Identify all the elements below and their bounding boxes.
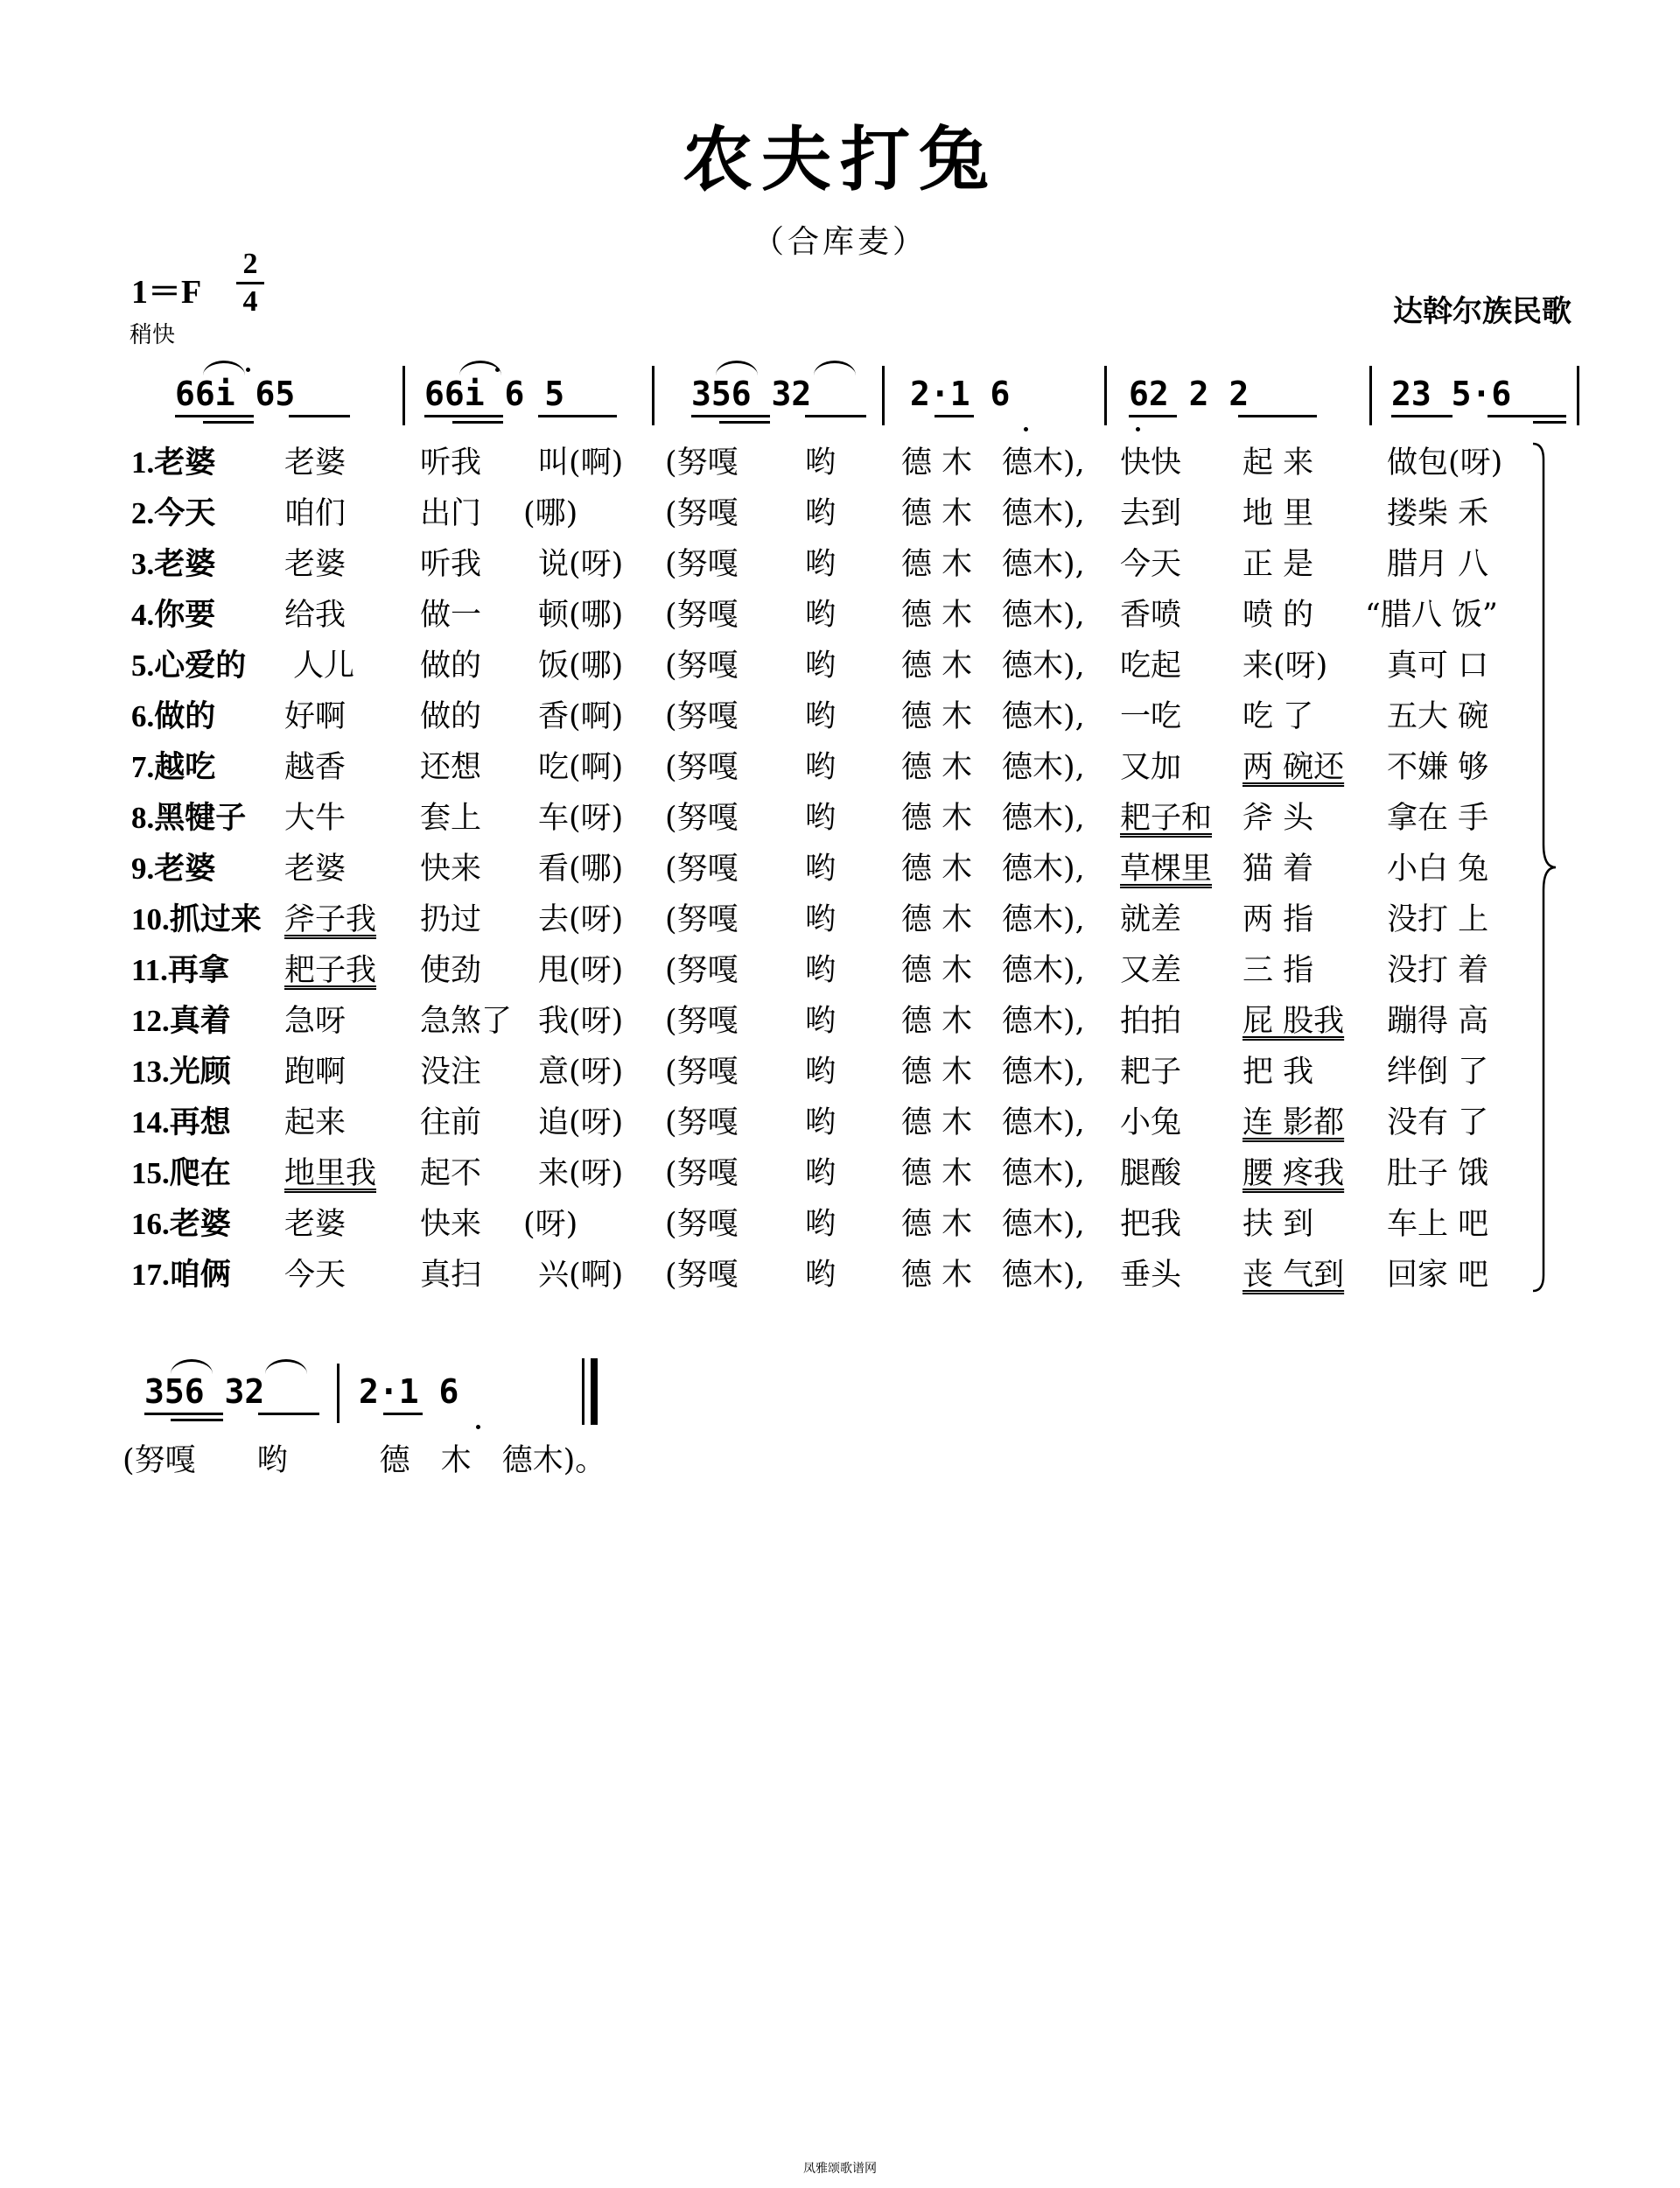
lyric-phrase: 腿酸	[1120, 1156, 1182, 1191]
lyric-phrase: 起不	[420, 1156, 482, 1191]
lyric-phrase: 德 木	[901, 852, 973, 887]
verse-brace	[1531, 442, 1558, 1293]
meter-bottom: 4	[242, 285, 258, 318]
beam-underline	[452, 421, 503, 424]
lyric-phrase: 德 木	[901, 496, 973, 531]
lyric-phrase: 就差	[1120, 902, 1182, 937]
lyric-phrase: 德木),	[1002, 953, 1085, 988]
lyric-phrase: 3.老婆	[131, 547, 216, 581]
lyric-phrase: 跑啊	[284, 1055, 346, 1090]
lyric-phrase: 做包(呀)	[1387, 445, 1503, 480]
lyric-phrase: 德 木	[901, 1207, 973, 1242]
lyric-phrase: 德 木	[901, 1258, 973, 1293]
barline	[402, 366, 405, 425]
lyric-phrase: 6.做的	[131, 699, 216, 733]
lyric-phrase: 咱们	[284, 496, 346, 531]
lyric-phrase: 吃起	[1120, 649, 1182, 684]
lyric-phrase: (努嘎	[665, 1258, 738, 1293]
barline	[337, 1364, 340, 1423]
lyric-phrase: (努嘎	[665, 1055, 738, 1090]
lyric-phrase: 两 碗还	[1242, 750, 1345, 785]
tie-mark	[716, 361, 758, 375]
lyric-phrase: 哟	[805, 852, 836, 887]
lyric-phrase: 香喷	[1120, 598, 1182, 633]
verse-row	[131, 945, 1566, 996]
barline	[1104, 366, 1107, 425]
lyric-phrase: 顿(哪)	[538, 598, 624, 633]
lyric-phrase: 做的	[420, 649, 482, 684]
lyric-phrase: 德木),	[1002, 801, 1085, 836]
time-signature	[234, 247, 266, 319]
high-octave-dot	[495, 368, 500, 372]
tie-mark	[265, 1359, 307, 1374]
lyric-phrase: (努嘎	[665, 750, 738, 785]
lyric-phrase: 德 木	[901, 699, 973, 734]
lyric-phrase: 德木),	[1002, 1156, 1085, 1191]
lyric-phrase: 真扫	[420, 1258, 482, 1293]
lyric-phrase: 德 木	[901, 445, 973, 480]
lyric-phrase: 老婆	[284, 1207, 346, 1242]
lyric-phrase: 德 木	[901, 902, 973, 937]
lyric-phrase: 10.抓过来	[131, 902, 262, 936]
barline	[1369, 366, 1372, 425]
lyric-phrase: 香(啊)	[538, 699, 624, 734]
lyric-phrase: 哟	[805, 1105, 836, 1140]
low-octave-dot	[1024, 427, 1028, 431]
song-origin: 达斡尔族民歌	[1393, 294, 1572, 329]
verse-row	[131, 1199, 1566, 1250]
lyric-phrase: 德 木	[901, 649, 973, 684]
lyric-phrase: 快来	[420, 1207, 482, 1242]
lyric-phrase: 哟	[805, 649, 836, 684]
lyric-phrase: 2.今天	[131, 496, 216, 530]
lyric-phrase: 饭(哪)	[538, 649, 624, 684]
lyric-phrase: 给我	[284, 598, 346, 633]
barline	[582, 1358, 584, 1425]
lyric-phrase: 不嫌 够	[1387, 750, 1489, 785]
lyric-phrase: 哟	[805, 547, 836, 582]
lyric-phrase: 德木),	[1002, 1004, 1085, 1039]
lyric-phrase: 好啊	[284, 699, 346, 734]
lyric-phrase: 小兔	[1120, 1105, 1182, 1140]
lyric-phrase: (努嘎	[665, 445, 738, 480]
measure-7: 356 32	[144, 1372, 265, 1411]
measure-8: 2·1 6	[359, 1372, 459, 1411]
lyric-phrase: 耙子和	[1120, 801, 1213, 836]
lyric-phrase: 蹦得 高	[1387, 1004, 1489, 1039]
lyric-phrase: (努嘎	[665, 801, 738, 836]
lyric-phrase: 没有 了	[1387, 1105, 1489, 1140]
beam-underline	[1129, 415, 1177, 417]
lyric-phrase: 没打 着	[1387, 953, 1489, 988]
lyric-phrase: 车上 吧	[1387, 1207, 1489, 1242]
barline	[1577, 366, 1579, 425]
lyric-phrase: 还想	[420, 750, 482, 785]
lyric-phrase: 又加	[1120, 750, 1182, 785]
lyric-phrase: 德木),	[1002, 1055, 1085, 1090]
lyric-phrase: 哟	[805, 1207, 836, 1242]
lyric-phrase: 看(哪)	[538, 852, 624, 887]
lyric-phrase: 把我	[1120, 1207, 1182, 1242]
song-title: 农夫打兔	[682, 119, 998, 200]
lyric-phrase: 追(呀)	[538, 1105, 624, 1140]
lyric-phrase: 起来	[284, 1105, 346, 1140]
lyric-phrase: 德木),	[1002, 699, 1085, 734]
beam-underline	[383, 1413, 423, 1415]
lyric-phrase: 11.再拿	[131, 953, 229, 987]
lyric-phrase: 套上	[420, 801, 482, 836]
lyric-phrase: 猫 着	[1242, 852, 1314, 887]
beam-underline	[934, 415, 974, 417]
lyric-phrase: (努嘎	[665, 1156, 738, 1191]
lyric-phrase: 屁 股我	[1242, 1004, 1345, 1039]
lyric-phrase: 去到	[1120, 496, 1182, 531]
lyric-phrase: 耙子我	[284, 953, 377, 988]
lyric-phrase: 出门	[420, 496, 482, 531]
lyric-phrase: 做的	[420, 699, 482, 734]
lyric-phrase: 五大 碗	[1387, 699, 1489, 734]
beam-underline	[691, 415, 770, 417]
lyric-phrase: 叫(啊)	[538, 445, 624, 480]
lyric-phrase: 去(呀)	[538, 902, 624, 937]
verse-row	[131, 488, 1566, 539]
lyric-phrase: 老婆	[284, 547, 346, 582]
lyric-phrase: (努嘎	[665, 1105, 738, 1140]
lyric-phrase: 哟	[805, 598, 836, 633]
tie-mark	[171, 1359, 213, 1374]
lyric-phrase: 急呀	[284, 1004, 346, 1039]
barline	[652, 366, 654, 425]
low-octave-dot	[476, 1425, 480, 1429]
lyric-phrase: 搂柴 禾	[1387, 496, 1489, 531]
beam-underline	[1533, 421, 1566, 424]
lyric-phrase: 哟	[805, 801, 836, 836]
verse-row	[131, 844, 1566, 894]
lyric-phrase: 哟	[805, 1156, 836, 1191]
lyric-phrase: 德 木	[901, 1004, 973, 1039]
lyric-phrase: 哟	[805, 953, 836, 988]
lyric-phrase: 德木),	[1002, 1207, 1085, 1242]
lyric-phrase: 我(呀)	[538, 1004, 624, 1039]
lyric-phrase: 德 木	[901, 953, 973, 988]
key-signature: 1＝F	[131, 274, 202, 311]
lyric-phrase: 正 是	[1242, 547, 1314, 582]
beam-underline	[171, 1419, 223, 1421]
lyric-phrase: 哟	[805, 496, 836, 531]
verse-row	[131, 894, 1566, 945]
lyric-phrase: 往前	[420, 1105, 482, 1140]
lyric-phrase: 吃(啊)	[538, 750, 624, 785]
lyric-phrase: 来(呀)	[538, 1156, 624, 1191]
lyric-phrase: 甩(呀)	[538, 953, 624, 988]
verse-row	[131, 1250, 1566, 1301]
lyric-phrase: 草棵里	[1120, 852, 1213, 887]
lyric-phrase: 老婆	[284, 852, 346, 887]
beam-underline	[258, 1413, 319, 1415]
lyric-phrase: (努嘎	[665, 1207, 738, 1242]
lyric-phrase: 德木),	[1002, 649, 1085, 684]
lyric-phrase: (努嘎	[665, 699, 738, 734]
lyric-phrase: 扶 到	[1242, 1207, 1314, 1242]
lyric-phrase: 德 木	[901, 1105, 973, 1140]
lyric-phrase: 德 木	[901, 801, 973, 836]
lyric-phrase: 来(呀)	[1242, 649, 1328, 684]
measure-3: 356 32	[691, 375, 812, 413]
lyric-phrase: 快来	[420, 852, 482, 887]
meter-top: 2	[242, 248, 258, 280]
barline	[882, 366, 885, 425]
lyric-phrase: 哟	[805, 445, 836, 480]
measure-5: 62 2 2	[1129, 375, 1250, 413]
lyric-phrase: 绊倒 了	[1387, 1055, 1489, 1090]
lyric-phrase: 1.老婆	[131, 445, 216, 480]
lyric-phrase: 今天	[1120, 547, 1182, 582]
lyric-phrase: (努嘎	[665, 902, 738, 937]
lyric-phrase: 德木),	[1002, 1105, 1085, 1140]
lyric-phrase: 说(呀)	[538, 547, 624, 582]
lyric-phrase: 哟	[805, 699, 836, 734]
lyric-phrase: 德木),	[1002, 852, 1085, 887]
lyric-phrase: 5.心爱的	[131, 649, 247, 683]
lyric-phrase: 17.咱俩	[131, 1258, 231, 1292]
lyric-phrase: 德 木	[901, 750, 973, 785]
beam-underline	[144, 1413, 223, 1415]
lyric-phrase: (努嘎	[665, 953, 738, 988]
lyric-phrase: (努嘎	[665, 852, 738, 887]
lyric-phrase: 大牛	[284, 801, 346, 836]
lyric-phrase: 哟	[805, 1004, 836, 1039]
lyric-phrase: 德木),	[1002, 445, 1085, 480]
measure-2: 66i 6 5	[424, 375, 565, 413]
lyric-phrase: 吃 了	[1242, 699, 1314, 734]
lyric-phrase: 16.老婆	[131, 1207, 231, 1241]
lyric-phrase: 哟	[805, 750, 836, 785]
beam-underline	[424, 415, 503, 417]
verse-row	[131, 793, 1566, 844]
lyric-phrase: 没打 上	[1387, 902, 1489, 937]
lyric-phrase: 听我	[420, 445, 482, 480]
lyric-phrase: 12.真着	[131, 1004, 231, 1038]
verse-row	[131, 641, 1566, 691]
verse-row	[131, 438, 1566, 488]
lyric-phrase: 连 影都	[1242, 1105, 1345, 1140]
lyric-phrase: 7.越吃	[131, 750, 216, 784]
lyric-phrase: 腊月 八	[1387, 547, 1489, 582]
lyric-phrase: (努嘎	[665, 496, 738, 531]
lyric-phrase: (努嘎	[665, 547, 738, 582]
lyric-phrase: 腰 疼我	[1242, 1156, 1345, 1191]
lyric-phrase: 没注	[420, 1055, 482, 1090]
lyric-phrase: 兴(啊)	[538, 1258, 624, 1293]
lyric-phrase: 地 里	[1242, 496, 1314, 531]
lyric-phrase: 14.再想	[131, 1105, 231, 1140]
lyric-phrase: 15.爬在	[131, 1156, 231, 1190]
lyric-phrase: 又差	[1120, 953, 1182, 988]
lyric-phrase: 8.黑犍子	[131, 801, 247, 835]
beam-underline	[289, 415, 350, 417]
final-barline	[591, 1358, 598, 1425]
lyric-phrase: 使劲	[420, 953, 482, 988]
beam-underline	[175, 415, 254, 417]
lyric-phrase: (呀)	[523, 1207, 578, 1242]
lyric-phrase: 德木),	[1002, 496, 1085, 531]
lyric-phrase: 德 木	[901, 1156, 973, 1191]
lyric-phrase: 拿在 手	[1387, 801, 1489, 836]
lyric-phrase: 德 木	[901, 547, 973, 582]
lyric-phrase: 扔过	[420, 902, 482, 937]
beam-underline	[1238, 415, 1317, 417]
lyric-phrase: 喷 的	[1242, 598, 1314, 633]
beam-underline	[1391, 415, 1452, 417]
lyric-phrase: 德木),	[1002, 902, 1085, 937]
lyric-phrase: 德木),	[1002, 1258, 1085, 1293]
verse-row	[131, 1148, 1566, 1199]
lyric-phrase: 哟	[805, 902, 836, 937]
lyric-phrase: 德木),	[1002, 598, 1085, 633]
verse-row	[131, 742, 1566, 793]
beam-underline	[805, 415, 866, 417]
beam-underline	[203, 421, 254, 424]
lyric-phrase: 车(呀)	[538, 801, 624, 836]
lyric-phrase: (努嘎	[665, 1004, 738, 1039]
lyric-phrase: 小白 兔	[1387, 852, 1489, 887]
lyric-phrase: “腊八 饭”	[1365, 598, 1498, 633]
lyric-phrase: 垂头	[1120, 1258, 1182, 1293]
lyric-phrase: 听我	[420, 547, 482, 582]
lyric-phrase: 地里我	[284, 1156, 377, 1191]
lyric-phrase: 真可 口	[1387, 649, 1489, 684]
lyric-phrase: 起 来	[1242, 445, 1314, 480]
lyric-phrase: 德木),	[1002, 750, 1085, 785]
lyric-phrase: (哪)	[523, 496, 578, 531]
lyric-phrase: 人儿	[293, 649, 355, 684]
lyric-phrase: 把 我	[1242, 1055, 1314, 1090]
lyric-phrase: 快快	[1120, 445, 1182, 480]
lyric-phrase: 耙子	[1120, 1055, 1182, 1090]
lyric-phrase: 德木),	[1002, 547, 1085, 582]
measure-1: 66i 65	[175, 375, 296, 413]
tempo-marking: 稍快	[130, 322, 176, 348]
lyric-phrase: 今天	[284, 1258, 346, 1293]
lyric-phrase: 斧子我	[284, 902, 377, 937]
lyric-phrase: 三 指	[1242, 953, 1314, 988]
lyric-phrase: 4.你要	[131, 598, 216, 632]
lyric-phrase: 回家 吧	[1387, 1258, 1489, 1293]
lyric-phrase: 丧 气到	[1242, 1258, 1345, 1293]
measure-6: 23 5·6	[1391, 375, 1512, 413]
lyric-phrase: 9.老婆	[131, 852, 216, 886]
footer-watermark: 凤雅颂歌谱网	[803, 2162, 877, 2176]
song-subtitle: （合库麦）	[752, 224, 928, 260]
verse-row	[131, 539, 1566, 590]
verse-row	[131, 1098, 1566, 1148]
verse-row	[131, 691, 1566, 742]
measure-4: 2·1 6	[910, 375, 1011, 413]
lyric-phrase: 老婆	[284, 445, 346, 480]
tie-mark	[814, 361, 856, 375]
lyric-phrase: 拍拍	[1120, 1004, 1182, 1039]
high-octave-dot	[246, 368, 250, 372]
lyric-phrase: 哟	[805, 1258, 836, 1293]
beam-underline	[719, 421, 770, 424]
beam-underline	[1488, 415, 1566, 417]
low-octave-dot	[1136, 427, 1140, 431]
tie-mark	[203, 361, 245, 375]
verse-row	[131, 996, 1566, 1047]
lyric-phrase: 肚子 饿	[1387, 1156, 1489, 1191]
lyric-phrase: (努嘎	[665, 649, 738, 684]
lyric-phrase: 两 指	[1242, 902, 1314, 937]
verse-row	[131, 590, 1566, 641]
lyric-phrase: 急煞了	[420, 1004, 513, 1039]
lyric-phrase: 意(呀)	[538, 1055, 624, 1090]
verse-row	[131, 1047, 1566, 1098]
lyric-phrase: 做一	[420, 598, 482, 633]
lyric-phrase: 哟	[805, 1055, 836, 1090]
lyric-phrase: 斧 头	[1242, 801, 1314, 836]
ending-lyric: (努嘎 哟 德 木 德木)。	[122, 1443, 606, 1478]
lyric-phrase: 越香	[284, 750, 346, 785]
lyric-phrase: 一吃	[1120, 699, 1182, 734]
lyric-phrase: (努嘎	[665, 598, 738, 633]
beam-underline	[538, 415, 617, 417]
lyric-phrase: 德 木	[901, 1055, 973, 1090]
lyric-phrase: 德 木	[901, 598, 973, 633]
lyric-phrase: 13.光顾	[131, 1055, 231, 1089]
